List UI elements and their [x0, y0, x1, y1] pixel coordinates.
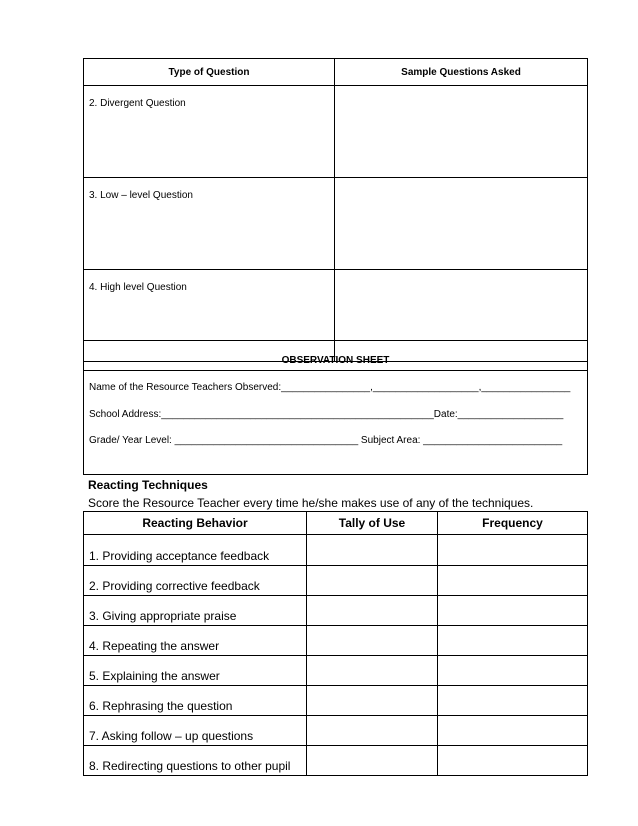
frequency-cell[interactable] [438, 746, 588, 776]
behavior-cell: 8. Redirecting questions to other pupil [84, 746, 307, 776]
observation-sheet-title: OBSERVATION SHEET [84, 341, 587, 371]
behavior-cell: 1. Providing acceptance feedback [84, 535, 307, 566]
column-header-type: Type of Question [84, 59, 335, 86]
table-header-row [84, 512, 588, 535]
behavior-cell: 5. Explaining the answer [84, 656, 307, 686]
question-type-table [83, 58, 588, 362]
tally-cell[interactable] [307, 716, 438, 746]
table-row [84, 716, 588, 746]
teacher-name-field[interactable]: Name of the Resource Teachers Observed:________________,___________________,________________ [89, 382, 571, 393]
tally-cell[interactable] [307, 535, 438, 566]
reacting-techniques-title: Reacting Techniques [88, 478, 208, 492]
table-header-row [84, 59, 588, 86]
behavior-cell: 2. Providing corrective feedback [84, 566, 307, 596]
table-row [84, 686, 588, 716]
sample-question-cell[interactable] [335, 178, 588, 270]
table-row [84, 656, 588, 686]
frequency-cell[interactable] [438, 535, 588, 566]
frequency-cell[interactable] [438, 566, 588, 596]
tally-cell[interactable] [307, 746, 438, 776]
table-row [84, 86, 588, 178]
reacting-behavior-table [83, 511, 588, 776]
tally-cell[interactable] [307, 626, 438, 656]
frequency-cell[interactable] [438, 686, 588, 716]
reacting-techniques-instructions: Score the Resource Teacher every time he/she makes use of any of the techniques. [88, 496, 534, 510]
column-header-tally: Tally of Use [307, 512, 438, 535]
tally-cell[interactable] [307, 566, 438, 596]
tally-cell[interactable] [307, 596, 438, 626]
column-header-frequency: Frequency [438, 512, 588, 535]
school-address-field[interactable]: School Address:_________________________________________________Date:___________________ [89, 409, 564, 420]
frequency-cell[interactable] [438, 716, 588, 746]
frequency-cell[interactable] [438, 596, 588, 626]
column-header-behavior: Reacting Behavior [84, 512, 307, 535]
question-type-cell: 3. Low – level Question [84, 178, 335, 270]
question-type-cell: 2. Divergent Question [84, 86, 335, 178]
behavior-cell: 3. Giving appropriate praise [84, 596, 307, 626]
question-type-cell: 4. High level Question [84, 270, 335, 362]
table-row [84, 535, 588, 566]
table-row [84, 566, 588, 596]
column-header-sample: Sample Questions Asked [335, 59, 588, 86]
behavior-cell: 6. Rephrasing the question [84, 686, 307, 716]
sample-question-cell[interactable] [335, 86, 588, 178]
table-row [84, 596, 588, 626]
table-row [84, 178, 588, 270]
frequency-cell[interactable] [438, 626, 588, 656]
grade-subject-field[interactable]: Grade/ Year Level: _________________________________ Subject Area: _________________________ [89, 435, 563, 446]
tally-cell[interactable] [307, 656, 438, 686]
observation-sheet [83, 340, 588, 475]
table-row [84, 626, 588, 656]
behavior-cell: 7. Asking follow – up questions [84, 716, 307, 746]
tally-cell[interactable] [307, 686, 438, 716]
table-row [84, 746, 588, 776]
behavior-cell: 4. Repeating the answer [84, 626, 307, 656]
frequency-cell[interactable] [438, 656, 588, 686]
